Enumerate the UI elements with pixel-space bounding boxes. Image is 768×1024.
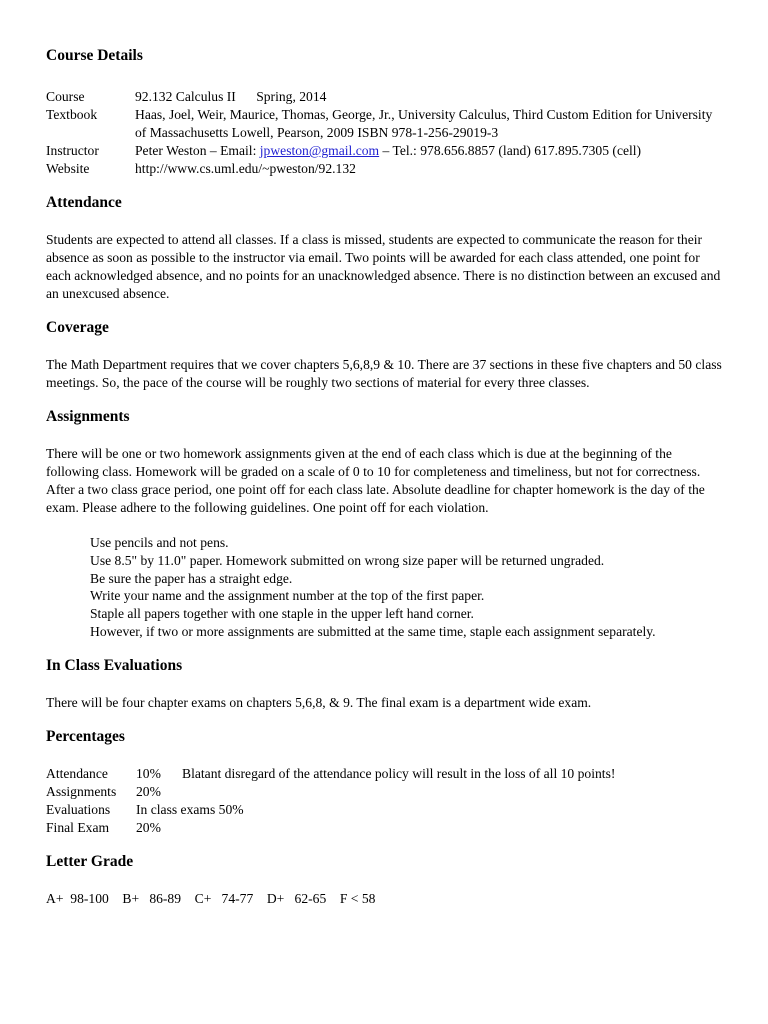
instructor-value (135, 142, 726, 160)
guideline-item: Use pencils and not pens. (90, 535, 229, 550)
guidelines-list (46, 534, 726, 641)
course-label: Course (46, 89, 85, 104)
evaluations-heading: In Class Evaluations (46, 656, 183, 674)
percentage-value: 20% (136, 819, 161, 835)
assignments-heading: Assignments (46, 408, 130, 425)
website-value: http://www.cs.uml.edu/~pweston/92.132 (135, 161, 356, 176)
percentage-value: In class exams 50% (136, 801, 244, 817)
guideline-item: Use 8.5" by 11.0" paper. Homework submitted on wrong size paper will be returned ungraded. (90, 552, 605, 568)
website-label: Website (46, 161, 90, 176)
textbook-value: Haas, Joel, Weir, Maurice, Thomas, George, Jr., University Calculus, Third Custom Edition for University of Massachusetts Lowell, Pearson, 2009 ISBN 978-1-256-29019-3 (135, 107, 713, 140)
guideline-item: Staple all papers together with one staple in the upper left hand corner. (90, 606, 474, 622)
instructor-email-link[interactable]: jpweston@gmail.com (259, 143, 380, 158)
coverage-body: The Math Department requires that we cover chapters 5,6,8,9 & 10. There are 37 sections in these five chapters and 50 class meetings. So, the pace of the course will be roughly two sections of material for every three classes. (46, 357, 722, 390)
letter-grade-heading: Letter Grade (46, 852, 134, 870)
percentage-label: Evaluations (46, 801, 111, 817)
percentage-label: Final Exam (46, 819, 110, 835)
percentage-value: 20% (136, 783, 161, 799)
website-row (46, 160, 726, 178)
course-row (46, 88, 726, 106)
percentage-row-final-exam (46, 819, 615, 837)
attendance-heading: Attendance (46, 194, 122, 211)
percentage-row-assignments (46, 783, 615, 801)
textbook-row (46, 106, 726, 142)
coverage-heading: Coverage (46, 319, 109, 336)
syllabus-page (46, 46, 726, 908)
assignments-body: There will be one or two homework assignments given at the end of each class which is due at the beginning of the following class. Homework will be graded on a scale of 0 to 10 for completeness and timeliness, but not for correctness. After a two class grace period, one point off for each class late. Absolute deadline for chapter homework is the day of the exam. Please adhere to the following guidelines. One point off for each violation. (46, 446, 705, 515)
percentage-label: Attendance (46, 765, 108, 781)
percentage-row-evaluations (46, 801, 615, 819)
percentage-value: 10% (136, 765, 161, 781)
percentage-row-attendance (46, 765, 615, 783)
course-details-heading: Course Details (46, 47, 143, 64)
guideline-item: However, if two or more assignments are submitted at the same time, staple each assignment separately. (90, 623, 656, 639)
instructor-row (46, 142, 726, 160)
course-details-table (46, 88, 726, 178)
percentage-label: Assignments (46, 783, 117, 799)
percentages-table (46, 765, 615, 837)
course-value: 92.132 Calculus II Spring, 2014 (135, 89, 327, 104)
attendance-body: Students are expected to attend all classes. If a class is missed, students are expected to communicate the reason for their absence as soon as possible to the instructor via email. Two points will be awarded for each class attended, one point for each acknowledged absence, and no points for an unacknowledged absence. There is no distinction between an excused and an unexcused absence. (46, 232, 721, 301)
textbook-label: Textbook (46, 107, 98, 122)
percentage-note: Blatant disregard of the attendance policy will result in the loss of all 10 points! (182, 765, 616, 781)
instructor-phone: – Tel.: 978.656.8857 (land) 617.895.7305 (cell) (379, 143, 642, 158)
instructor-label: Instructor (46, 143, 99, 158)
instructor-name-prefix: Peter Weston – Email: (135, 143, 260, 158)
percentages-heading: Percentages (46, 727, 125, 745)
letter-grade-scale: A+ 98-100 B+ 86-89 C+ 74-77 D+ 62-65 F < 58 (46, 890, 376, 906)
guideline-item: Be sure the paper has a straight edge. (90, 570, 293, 586)
evaluations-body: There will be four chapter exams on chapters 5,6,8, & 9. The final exam is a department wide exam. (46, 694, 592, 710)
guideline-item: Write your name and the assignment number at the top of the first paper. (90, 588, 485, 604)
